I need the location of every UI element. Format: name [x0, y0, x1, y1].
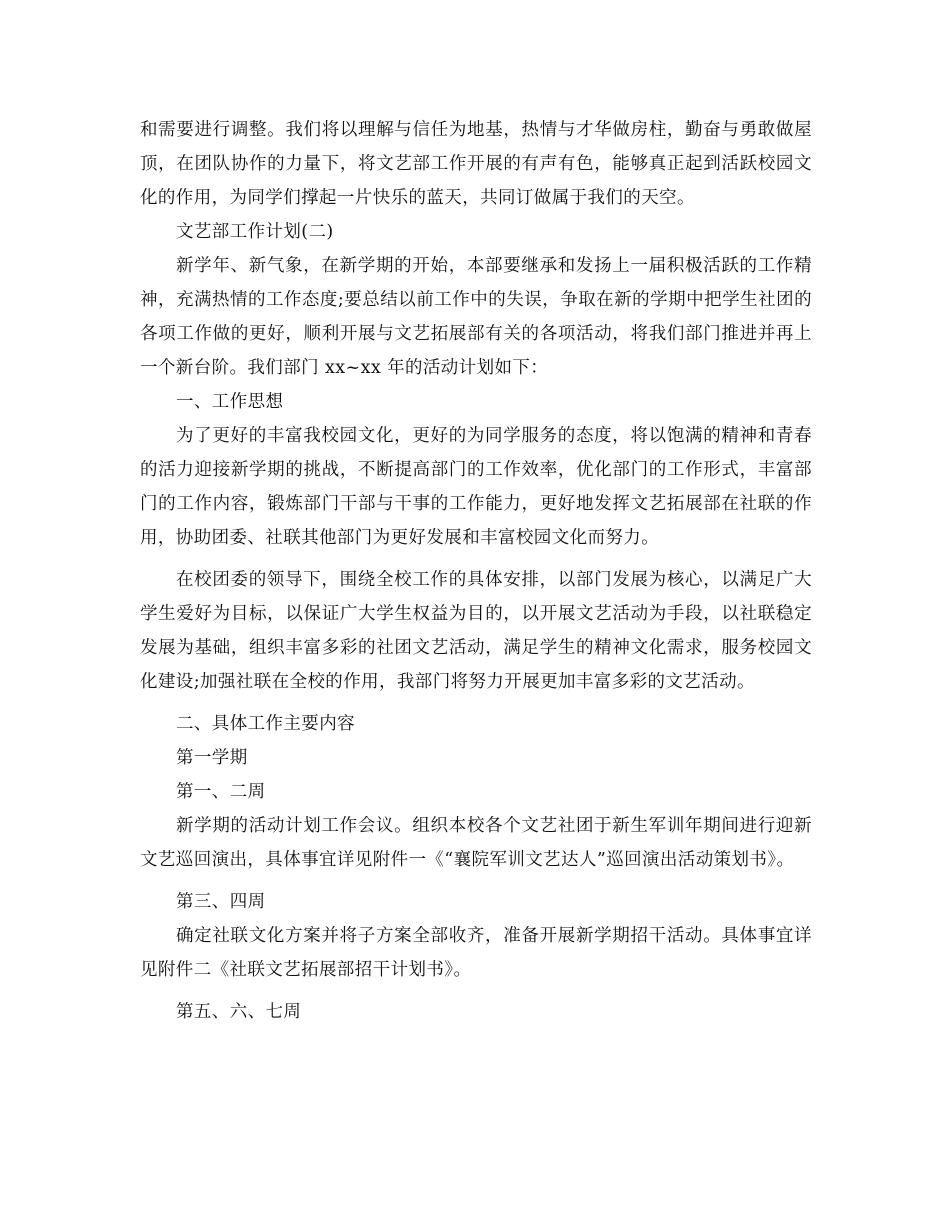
heading-first-semester: 第一学期: [176, 748, 248, 768]
heading-main-content: 二、具体工作主要内容: [176, 714, 355, 734]
document-body: [140, 113, 812, 1029]
paragraph-work-thought-1: 为了更好的丰富我校园文化，更好的为同学服务的态度，将以饱满的精神和青春的活力迎接新学期的挑战，不断提高部门的工作效率，优化部门的工作形式，丰富部门的工作内容，锻炼部门干部与干事的工作能力，更好地发挥文艺拓展部在社联的作用，协助团委、社联其他部门为更好发展和丰富校园文化而努力。: [140, 426, 812, 548]
paragraph-intro: 新学年、新气象，在新学期的开始，本部要继承和发扬上一届积极活跃的工作精神，充满热情的工作态度;要总结以前工作中的失误，争取在新的学期中把学生社团的各项工作做的更好，顺利开展与文艺拓展部有关的各项活动，将我们部门推进并再上一个新台阶。我们部门 xx~xx 年的活动计划如下：: [140, 256, 812, 378]
heading-work-thought: 一、工作思想: [176, 392, 284, 412]
heading-week-3-4: 第三、四周: [176, 892, 266, 912]
heading-week-5-7: 第五、六、七周: [176, 1002, 302, 1022]
section-title: 文艺部工作计划(二): [176, 222, 334, 242]
heading-week-1-2: 第一、二周: [176, 782, 266, 802]
paragraph-week-3-4: 确定社联文化方案并将子方案全部收齐，准备开展新学期招干活动。具体事宜详见附件二《社联文艺拓展部招干计划书》。: [140, 926, 812, 980]
paragraph-week-1-2: 新学期的活动计划工作会议。组织本校各个文艺社团于新生军训年期间进行迎新文艺巡回演出，具体事宜详见附件一《“襄院军训文艺达人”巡回演出活动策划书》。: [140, 816, 812, 870]
paragraph-continuation: 和需要进行调整。我们将以理解与信任为地基，热情与才华做房柱，勤奋与勇敢做屋顶，在团队协作的力量下，将文艺部工作开展的有声有色，能够真正起到活跃校园文化的作用，为同学们撑起一片快乐的蓝天，共同订做属于我们的天空。: [140, 120, 812, 208]
paragraph-work-thought-2: 在校团委的领导下，围绕全校工作的具体安排，以部门发展为核心，以满足广大学生爱好为目标，以保证广大学生权益为目的，以开展文艺活动为手段，以社联稳定发展为基础，组织丰富多彩的社团文艺活动，满足学生的精神文化需求，服务校园文化建设;加强社联在全校的作用，我部门将努力开展更加丰富多彩的文艺活动。: [140, 570, 812, 692]
